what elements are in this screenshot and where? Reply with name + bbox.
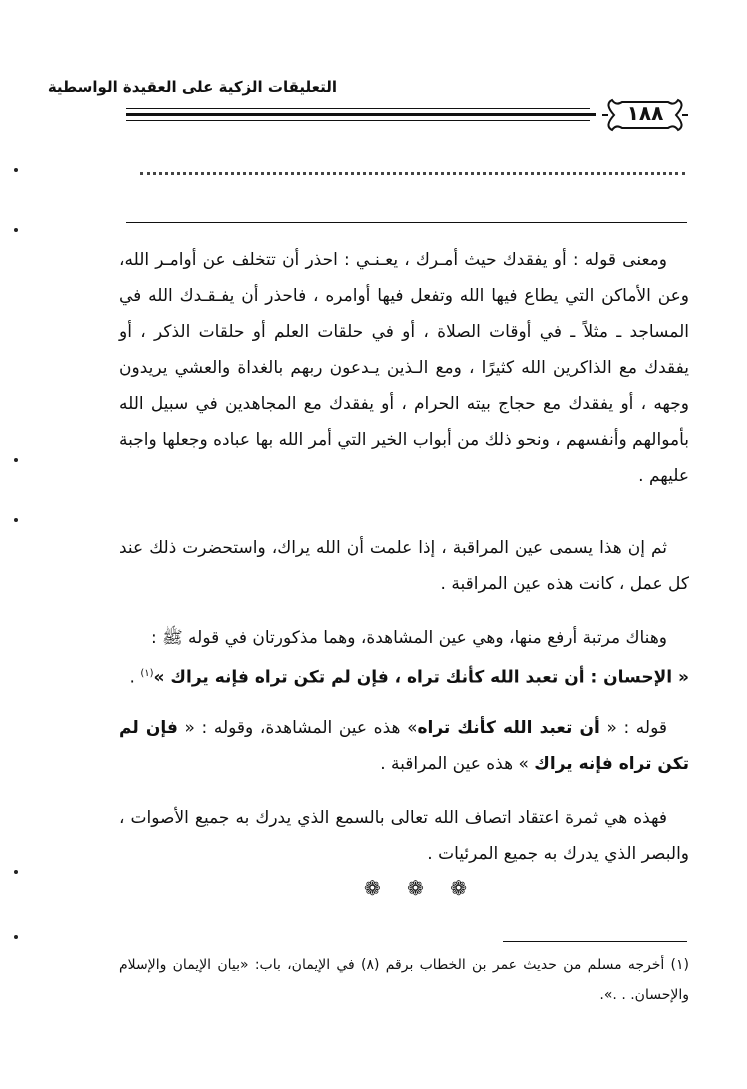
paragraph-2 [119, 530, 689, 602]
margin-mark [14, 935, 18, 939]
page-header-title: التعليقات الزكية على العقيدة الواسطية [47, 78, 337, 96]
paragraph-4 [119, 710, 689, 782]
paragraph-4-part-c: » هذه عين المشاهدة، وقوله : « [177, 718, 418, 738]
margin-mark [14, 228, 18, 232]
header-rule-middle [126, 113, 596, 116]
text-separator-line [126, 222, 687, 223]
margin-mark [14, 168, 18, 172]
paragraph-5 [119, 800, 689, 872]
footnote: (١) أخرجه مسلم من حديث عمر بن الخطاب برقم (٨) في الإيمان، باب: «بيان الإيمان والإسلام والإحسان. . .». [119, 957, 689, 1003]
paragraph-1-text: ومعنى قوله : أو يفقدك حيث أمـرك ، يعـنـي : احذر أن تتخلف عن أوامـر الله، وعن الأماكن التي يطاع فيها الله وتفعل فيها أوامره ، فاحذر أن يفـقـدك الله في المساجد ـ مثلاً ـ في أوقات الصلاة ، أو في حلقات العلم أو حلقات الذكر ، أو يفقدك مع الذاكرين الله كثيرًا ، ومع الـذين يـدعون ربهم بالغداة والعشي يريدون وجهه ، أو يفقدك مع حجاج بيته الحرام ، أو يفقدك مع المجاهدين في سبيل الله بأموالهم وأنفسهم ، ونحو ذلك من أبواب الخير التي أمر الله بها عباده وجعلها واجبة عليهم . [119, 250, 689, 486]
margin-mark [14, 458, 18, 462]
footnote-marker: (١) [140, 668, 154, 679]
paragraph-3 [119, 620, 689, 696]
paragraph-4-part-a: قوله : « [599, 718, 667, 738]
footnote-rule [503, 941, 687, 942]
margin-mark [14, 870, 18, 874]
paragraph-5-text: فهذه هي ثمرة اعتقاد اتصاف الله تعالى بالسمع الذي يدرك به جميع الأصوات ، والبصر الذي يدرك به جميع المرئيات . [119, 808, 689, 864]
paragraph-4-part-e: » هذه عين المراقبة . [380, 754, 535, 774]
header-rule-bottom [126, 120, 590, 121]
page-number: ١٨٨ [626, 101, 664, 125]
header-rule-top [126, 108, 590, 109]
section-separator-stars: ❁ ❁ ❁ [364, 876, 477, 900]
paragraph-2-text: ثم إن هذا يسمى عين المراقبة ، إذا علمت أن الله يراك، واستحضرت ذلك عند كل عمل ، كانت هذه عين المراقبة . [119, 538, 689, 594]
paragraph-4-quote-2: فإن لم تكن تراه فإنه يراك [119, 718, 689, 774]
paragraph-1 [119, 242, 689, 494]
paragraph-4-quote-1: أن تعبد الله كأنك تراه [417, 718, 600, 738]
margin-mark [14, 518, 18, 522]
paragraph-3-end: . [129, 667, 141, 688]
dotted-divider [140, 172, 685, 175]
paragraph-3-text: وهناك مرتبة أرفع منها، وهي عين المشاهدة، وهما مذكورتان في قوله ﷺ : [150, 628, 667, 648]
hadith-quote: « الإحسان : أن تعبد الله كأنك تراه ، فإن لم تكن تراه فإنه يراك » [153, 667, 689, 688]
